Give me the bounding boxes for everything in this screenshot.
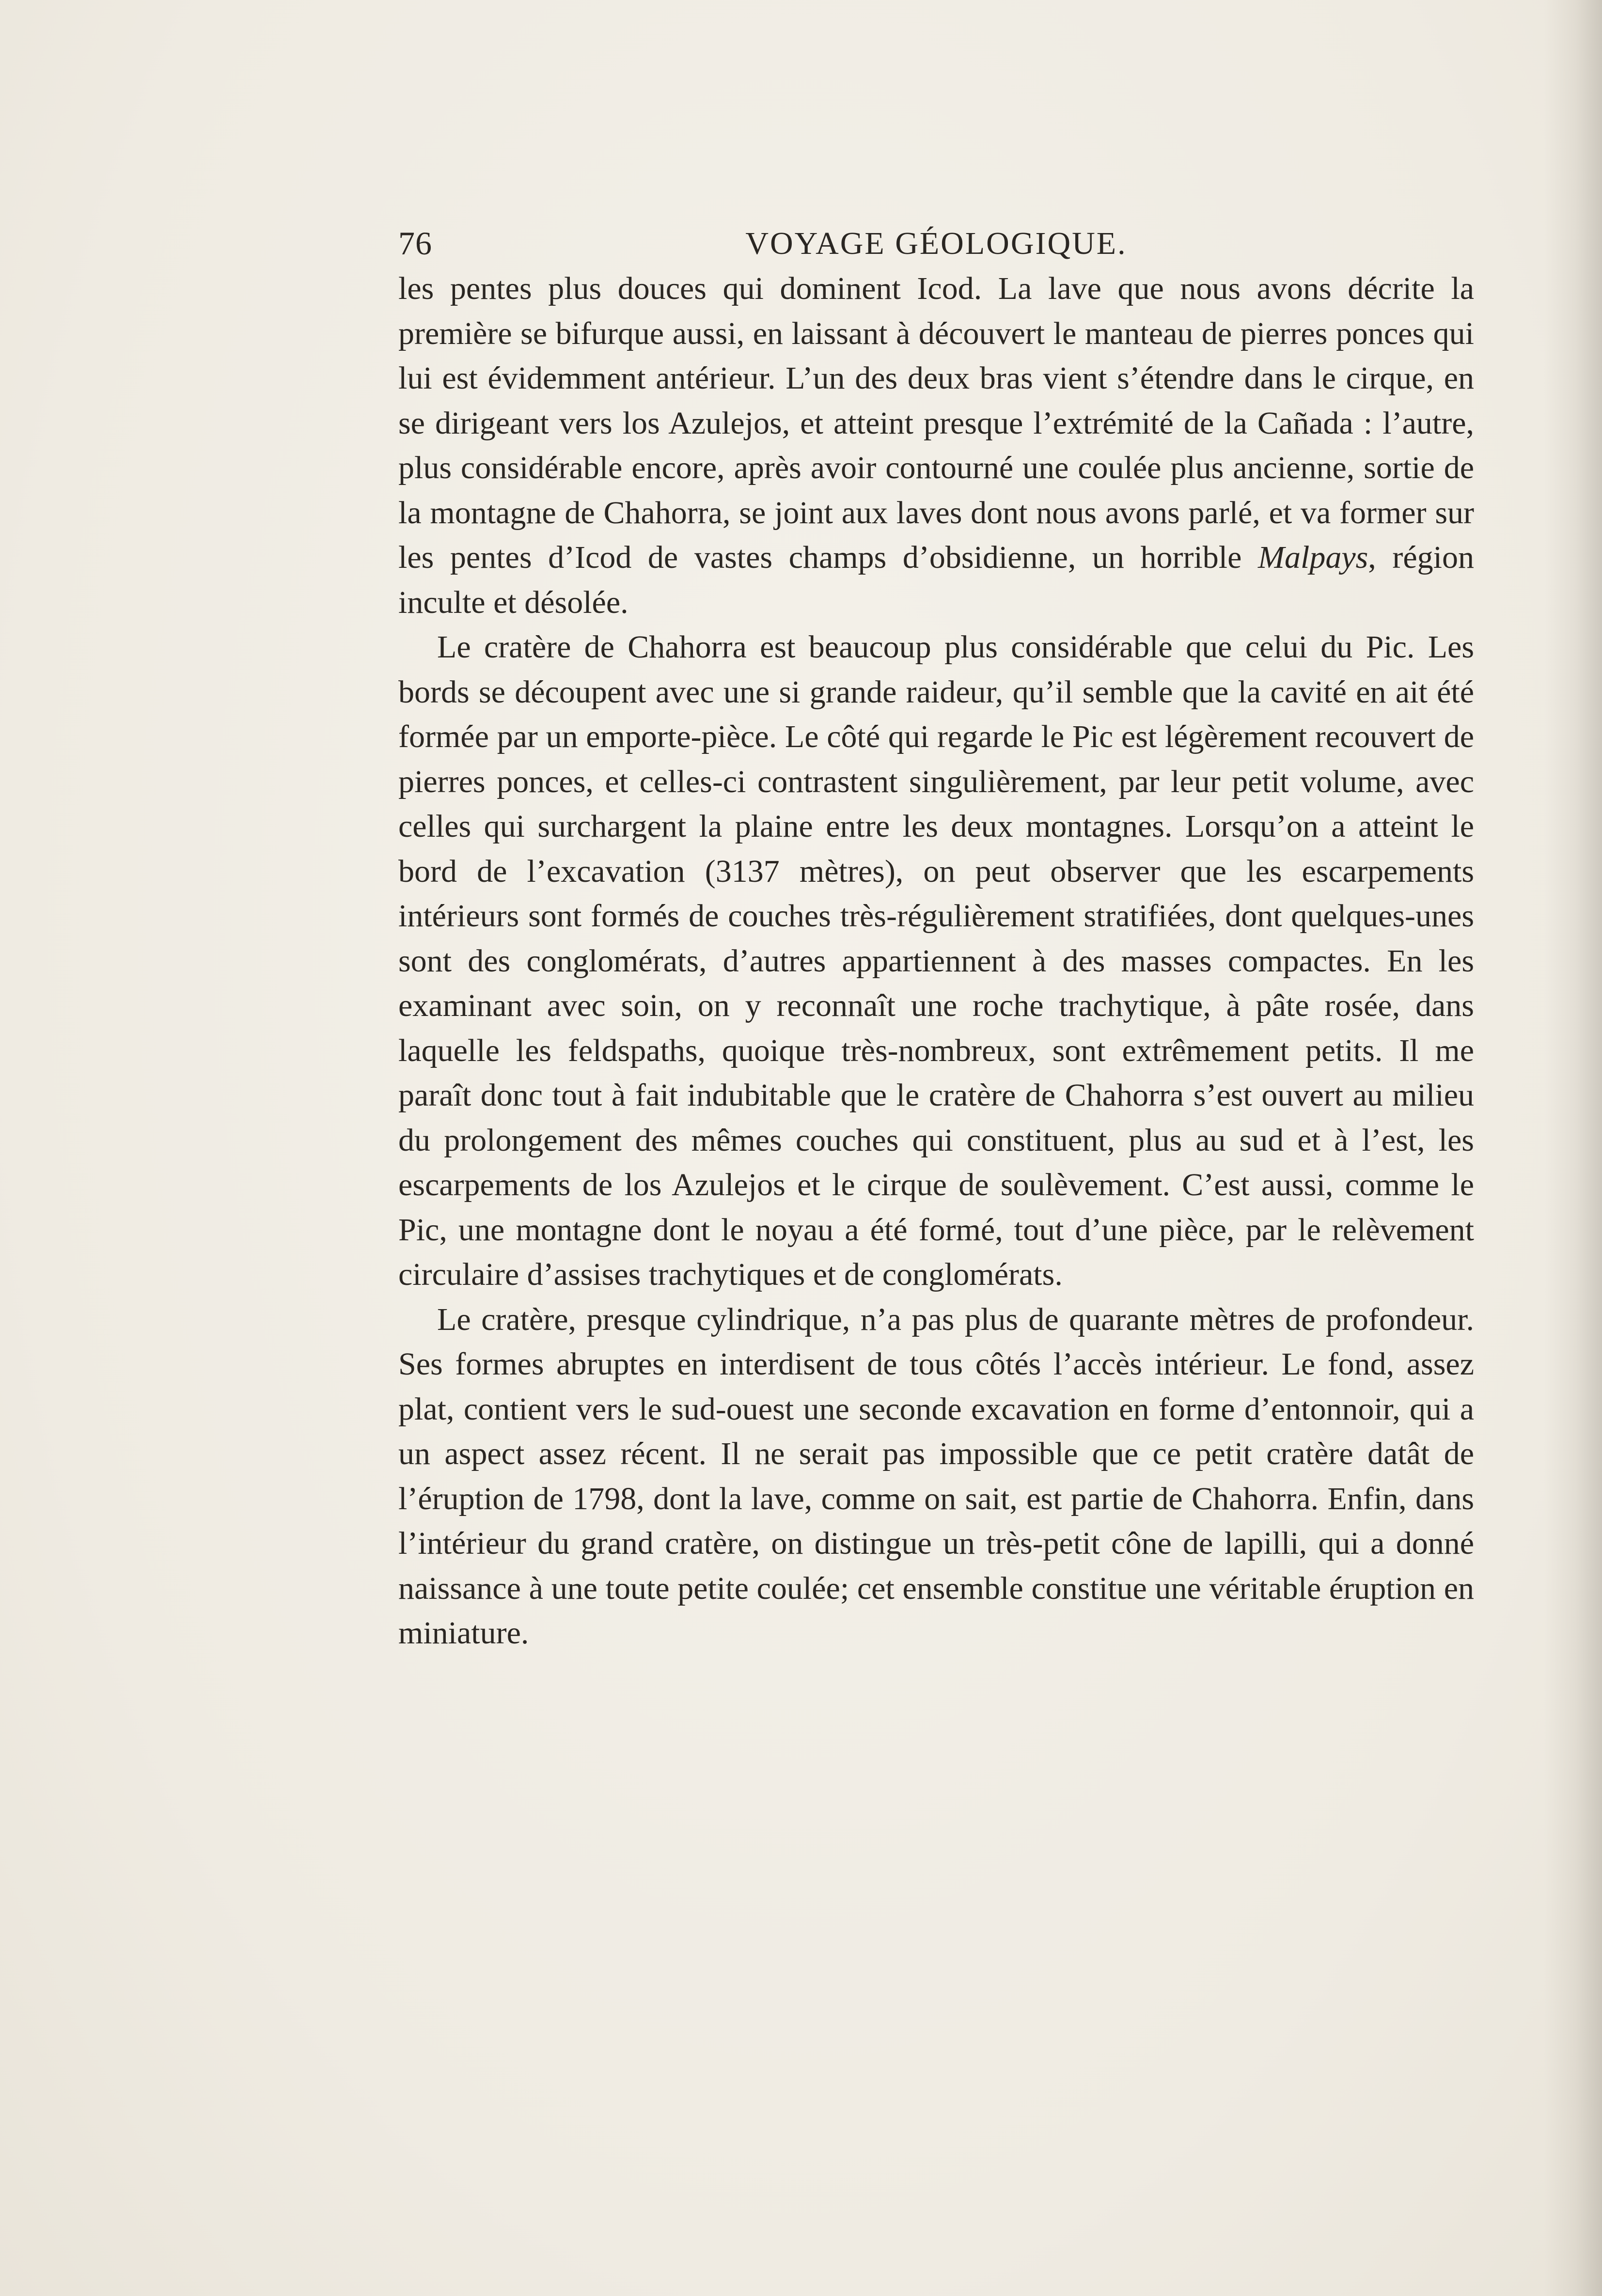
paragraph-continued xyxy=(398,266,1474,625)
paragraph-1-text: les pentes plus douces qui dominent Icod. La lave que nous avons décrite la première se bifurque aussi, en laissant à découvert le manteau de pierres ponces qui lui est évidemment antérieur. L’un des deux bras vient s’étendre dans le cirque, en se dirigeant vers los Azulejos, et atteint presque l’extrémité de la Cañada : l’autre, plus considérable encore, après avoir contourné une coulée plus ancienne, sortie de la montagne de Chahorra, se joint aux laves dont nous avons parlé, et va former sur les pentes d’Icod de vastes champs d’obsidienne, un horrible xyxy=(398,271,1474,575)
page-number: 76 xyxy=(398,225,432,262)
body-text xyxy=(398,266,1474,1656)
running-title: VOYAGE GÉOLOGIQUE. xyxy=(745,226,1127,261)
running-header xyxy=(398,220,1474,266)
italic-term-malpays: Malpays xyxy=(1258,540,1368,575)
paragraph-1-ending: , région inculte et désolée. xyxy=(398,540,1474,620)
page-gutter-shadow xyxy=(1544,0,1602,2296)
paragraph-crater-interior: Le cratère, presque cylindrique, n’a pas plus de quarante mètres de profondeur. Ses formes abruptes en interdisent de tous côtés l’accès intérieur. Le fond, assez plat, contient vers le sud-ouest une seconde excavation en forme d’entonnoir, qui a un aspect assez récent. Il ne serait pas impossible que ce petit cratère datât de l’éruption de 1798, dont la lave, comme on sait, est partie de Chahorra. Enfin, dans l’intérieur du grand cratère, on distingue un très-petit cône de lapilli, qui a donné naissance à une toute petite coulée; cet ensemble constitue une véritable éruption en miniature. xyxy=(398,1301,1474,1651)
paragraph-chahorra-crater: Le cratère de Chahorra est beaucoup plus considérable que celui du Pic. Les bords se découpent avec une si grande raideur, qu’il semble que la cavité en ait été formée par un emporte-pièce. Le côté qui regarde le Pic est légèrement recouvert de pierres ponces, et celles-ci contrastent singulièrement, par leur petit volume, avec celles qui surchargent la plaine entre les deux montagnes. Lorsqu’on a atteint le bord de l’excavation (3137 mètres), on peut observer que les escarpements intérieurs sont formés de couches très-régulièrement stratifiées, dont quelques-unes sont des conglomérats, d’autres appartiennent à des masses compactes. En les examinant avec soin, on y reconnaît une roche trachytique, à pâte rosée, dans laquelle les feldspaths, quoique très-nombreux, sont extrêmement petits. Il me paraît donc tout à fait indubitable que le cratère de Chahorra s’est ouvert au milieu du prolongement des mêmes couches qui constituent, plus au sud et à l’est, les escarpements de los Azulejos et le cirque de soulèvement. C’est aussi, comme le Pic, une montagne dont le noyau a été formé, tout d’une pièce, par le relèvement circulaire d’assises trachytiques et de conglomérats. xyxy=(398,629,1474,1292)
